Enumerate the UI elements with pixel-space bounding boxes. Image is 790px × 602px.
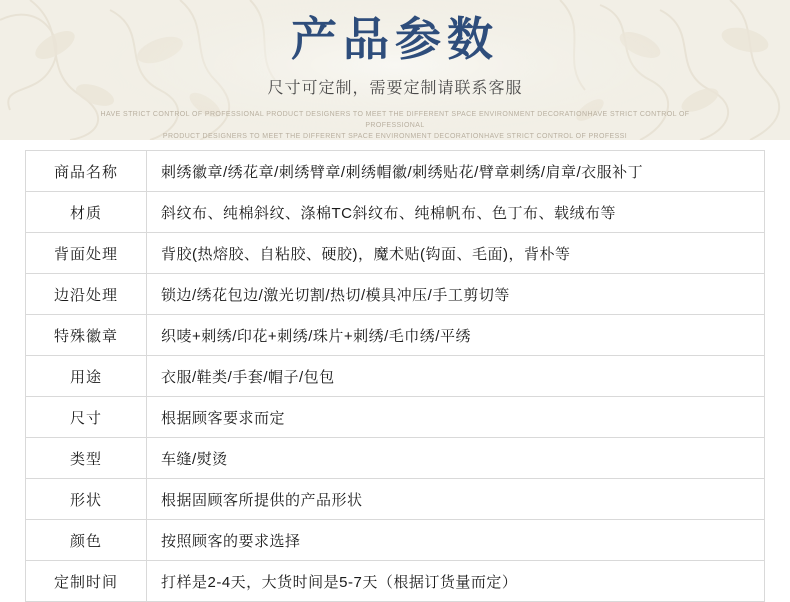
spec-value: 根据顾客要求而定 [147,397,765,438]
spec-value: 衣服/鞋类/手套/帽子/包包 [147,356,765,397]
page-title: 产品参数 [291,12,499,66]
table-row [26,192,765,233]
spec-key: 商品名称 [26,151,147,192]
spec-value: 织唛+刺绣/印花+刺绣/珠片+刺绣/毛巾绣/平绣 [147,315,765,356]
table-row [26,315,765,356]
table-row [26,561,765,602]
table-row [26,479,765,520]
spec-key: 形状 [26,479,147,520]
spec-value: 打样是2-4天，大货时间是5-7天（根据订货量而定） [147,561,765,602]
spec-key: 背面处理 [26,233,147,274]
spec-key: 颜色 [26,520,147,561]
spec-key: 尺寸 [26,397,147,438]
table-row [26,233,765,274]
spec-value: 锁边/绣花包边/激光切割/热切/模具冲压/手工剪切等 [147,274,765,315]
table-row [26,438,765,479]
spec-key: 材质 [26,192,147,233]
product-spec-table [25,150,765,602]
spec-key: 定制时间 [26,561,147,602]
spec-value: 刺绣徽章/绣花章/刺绣臂章/刺绣帽徽/刺绣贴花/臂章刺绣/肩章/衣服补丁 [147,151,765,192]
table-row [26,356,765,397]
spec-key: 特殊徽章 [26,315,147,356]
spec-value: 斜纹布、纯棉斜纹、涤棉TC斜纹布、纯棉帆布、色丁布、载绒布等 [147,192,765,233]
spec-key: 边沿处理 [26,274,147,315]
spec-key: 用途 [26,356,147,397]
english-line-2: PRODUCT DESIGNERS TO MEET THE DIFFERENT SPACE ENVIRONMENT DECORATIONHAVE STRICT CONTROL OF PROFESSI [162,132,628,140]
spec-key: 类型 [26,438,147,479]
spec-value: 背胶(热熔胶、自粘胶、硬胶)，魔术贴(钩面、毛面)，背朴等 [147,233,765,274]
spec-table-body [26,151,765,602]
spec-value: 车缝/熨烫 [147,438,765,479]
spec-table-container [25,150,765,602]
table-row [26,151,765,192]
page-subtitle: 尺寸可定制，需要定制请联系客服 [267,80,523,98]
spec-value: 按照顾客的要求选择 [147,520,765,561]
table-row [26,397,765,438]
table-row [26,520,765,561]
spec-value: 根据固顾客所提供的产品形状 [147,479,765,520]
table-row [26,274,765,315]
header-banner [0,0,790,140]
decorative-english-text [75,110,715,140]
english-line-1: HAVE STRICT CONTROL OF PROFESSIONAL PRODUCT DESIGNERS TO MEET THE DIFFERENT SPACE ENVIRONMENT DECORATIONHAVE STRICT CONTROL OF PROFESSIONAL [100,111,690,130]
